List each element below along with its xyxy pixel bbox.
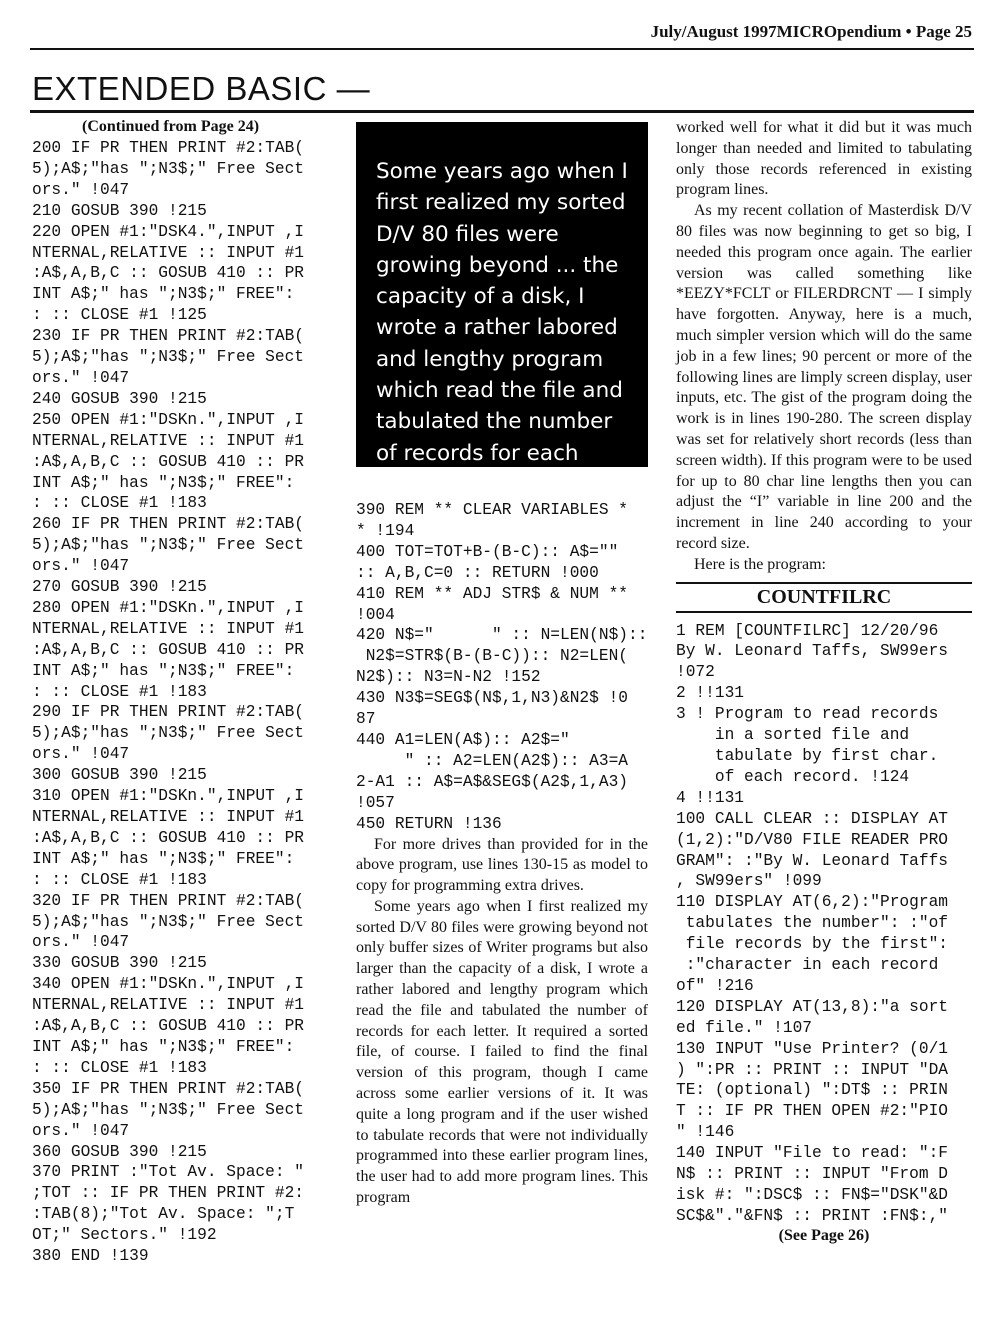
column-right [676, 118, 972, 1245]
section-rule [30, 110, 974, 113]
listing-title-rule [676, 582, 972, 584]
article-body-right [676, 118, 972, 576]
header-rule [30, 48, 974, 50]
code-listing-part2: 390 REM ** CLEAR VARIABLES * * !194 400 TOT=TOT+B-(B-C):: A$="" :: A,B,C=0 :: RETURN !000 410 REM ** ADJ STR$ & NUM ** !004 420 N$=" " :: N=LEN(N$):: N2$=STR$(B-(B-C)):: N2=LEN( N2$):: N3=N-N2 !152 430 N3$=SEG$(N$,1,N3)&N2$ !0 87 440 A1=LEN(A$):: A2$=" " :: A2=LEN(A2$):: A3=A 2-A1 :: A$=A$&SEG$(A2$,1,A3) !057 450 RETURN !136 [356, 501, 648, 833]
listing-title: COUNTFILRC [756, 585, 892, 608]
page-header: July/August 1997MICROpendium • Page 25 [650, 22, 972, 41]
column-middle [356, 118, 648, 1209]
continued-on-note: (See Page 26) [778, 1226, 870, 1244]
article-body-middle [356, 835, 648, 1209]
paragraph: worked well for what it did but it was much longer than needed and limited to tabulating only those records referenced in existing program lines. [676, 119, 972, 199]
listing-title-rule [676, 611, 972, 613]
pull-quote: Some years ago when I first realized my sorted D/V 80 files were growing beyond ... the capacity of a disk, I wrote a rather labored and lengthy program which read the file and tabulated the number of records for each letter. [356, 122, 648, 467]
continued-note: (Continued from Page 24) [82, 118, 260, 135]
paragraph: As my recent collation of Masterdisk D/V 80 files was now beginning to get so big, I needed this program once again. The earlier version was called something like *EEZY*FCLT or FILERDRCNT — I simply have forgotten. Anyway, here is a much, much simpler version which will do the same job in a few lines; 90 percent or more of the following lines are limply screen display, user inputs, etc. The gist of the program doing the work is in lines 190-280. The screen display was set for relatively short records (less than screen width). If this program were to be used for up to 80 char line lengths then you can adjust the “I” variable in line 200 and the increment in line 240 according to your record size. [676, 202, 972, 552]
code-listing-countfilrc: 1 REM [COUNTFILRC] 12/20/96 By W. Leonard Taffs, SW99ers !072 2 !!131 3 ! Program to read records in a sorted file and tabulate by first char. of each record. !124 4 !!131 100 CALL CLEAR :: DISPLAY AT (1,2):"D/V80 FILE READER PRO GRAM": :"By W. Leonard Taffs , SW99ers" !099 110 DISPLAY AT(6,2):"Program tabulates the number": :"of file records by the first": :"character in each record of" !216 120 DISPLAY AT(13,8):"a sort ed file." !107 130 INPUT "Use Printer? (0/1 ) ":PR :: PRINT :: INPUT "DA TE: (optional) ":DT$ :: PRIN T :: IF PR THEN OPEN #2:"PIO " !146 140 INPUT "File to read: ":F N$ :: PRINT :: INPUT "From D isk #: ":DSC$ :: FN$="DSK"&D SC$&"."&FN$ :: PRINT :FN$:," [676, 621, 948, 1225]
paragraph: Some years ago when I first realized my sorted D/V 80 files were growing beyond not only buffer sizes of Writer programs but also larger than the capacity of a disk, I wrote a rather labored and lengthy program which read the file and tabulated the number of records for each letter. It required a sorted file, of course. I failed to find the final version of this program, though I came across some earlier versions of it. It was quite a long program and if the user wished to tabulate records that were not individually programmed into these earlier program lines, the user had to add more program lines. This program [356, 897, 648, 1207]
paragraph: Here is the program: [694, 555, 826, 573]
column-left [32, 118, 342, 1267]
section-title: EXTENDED BASIC — [32, 70, 371, 107]
code-listing-part1: 200 IF PR THEN PRINT #2:TAB( 5);A$;"has ";N3$;" Free Sect ors." !047 210 GOSUB 390 !215 220 OPEN #1:"DSK4.",INPUT ,I NTERNAL,RELATIVE :: INPUT #1 :A$,A,B,C :: GOSUB 410 :: PR INT A$;" has ";N3$;" FREE": : :: CLOSE #1 !125 230 IF PR THEN PRINT #2:TAB( 5);A$;"has ";N3$;" Free Sect ors." !047 240 GOSUB 390 !215 250 OPEN #1:"DSKn.",INPUT ,I NTERNAL,RELATIVE :: INPUT #1 :A$,A,B,C :: GOSUB 410 :: PR INT A$;" has ";N3$;" FREE": : :: CLOSE #1 !183 260 IF PR THEN PRINT #2:TAB( 5);A$;"has ";N3$;" Free Sect ors." !047 270 GOSUB 390 !215 280 OPEN #1:"DSKn.",INPUT ,I NTERNAL,RELATIVE :: INPUT #1 :A$,A,B,C :: GOSUB 410 :: PR INT A$;" has ";N3$;" FREE": : :: CLOSE #1 !183 290 IF PR THEN PRINT #2:TAB( 5);A$;"has ";N3$;" Free Sect ors." !047 300 GOSUB 390 !215 310 OPEN #1:"DSKn.",INPUT ,I NTERNAL,RELATIVE :: INPUT #1 :A$,A,B,C :: GOSUB 410 :: PR INT A$;" has ";N3$;" FREE": : :: CLOSE #1 !183 320 IF PR THEN PRINT #2:TAB( 5);A$;"has ";N3$;" Free Sect ors." !047 330 GOSUB 390 !215 340 OPEN #1:"DSKn.",INPUT ,I NTERNAL,RELATIVE :: INPUT #1 :A$,A,B,C :: GOSUB 410 :: PR INT A$;" has ";N3$;" FREE": : :: CLOSE #1 !183 350 IF PR THEN PRINT #2:TAB( 5);A$;"has ";N3$;" Free Sect ors." !047 360 GOSUB 390 !215 370 PRINT :"Tot Av. Space: " ;TOT :: IF PR THEN PRINT #2: :TAB(8);"Tot Av. Space: ";T OT;" Sectors." !192 380 END !139 [32, 139, 304, 1266]
paragraph: For more drives than provided for in the above program, use lines 130-15 as model to copy for programming extra drives. [356, 835, 648, 895]
